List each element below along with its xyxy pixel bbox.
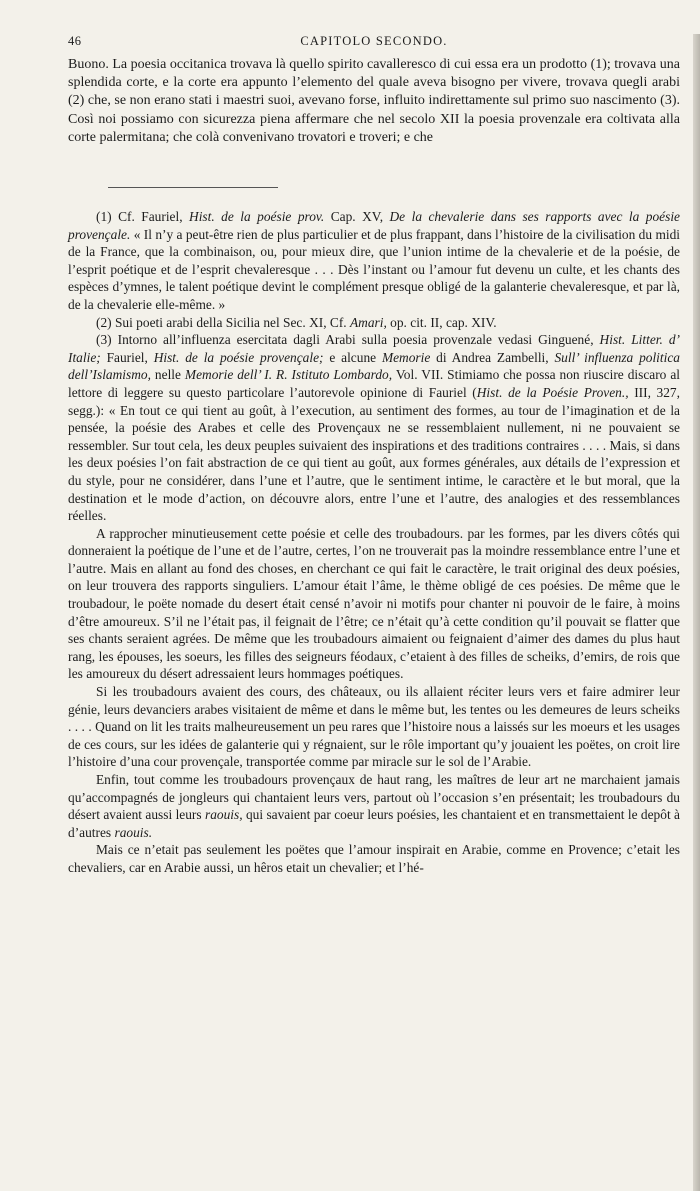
footnote-2: (2) Sui poeti arabi della Sicilia nel Sec. XI, Cf. Amari, op. cit. II, cap. XIV. [96, 314, 497, 330]
body-paragraph: Buono. La poesia occitanica trovava là quello spirito cavalleresco di cui essa era un prodotto (1); trovava una splendida corte, e la corte era appunto l’elemento del quale aveva bisogno per vivere, trovava quegli arabi (2) che, se non erano stati i maestri suoi, avevano forse, influito indirettamente sul primo suo nascimento (3). Così noi possiamo con sicurezza piena affermare che nel secolo XII la poesia provenzale era coltivata alla corte palermitana; che colà convenivano trovatori e troveri; e che [68, 57, 680, 145]
footnote-divider [108, 187, 278, 188]
quote-paragraph: A rapprocher minutieusement cette poésie et celle des troubadours. par les formes, par les divers côtés qui donneraient la poétique de l’une et de l’autre, certes, l’on ne trouverait pas la moindre ressemblance entre l’une et l’autre. Mais en allant au fond des choses, en cherchant ce qui fait le caractère, le trait original des deux poésies, on leur trouvera des rapports singuliers. L’amour était l’âme, le thème obligé de ces poésies. De même que le troubadour, le poëte nomade du desert était censé n’avoir ni motifs pour chanter ni pouvoir de le faire, à moins d’être amoureux. S’il ne l’était pas, il feignait de l’être; ce n’était qu’à cette condition qu’il pouvait se flatter que ses chants seraient agrées. De même que les troubadours aimaient ou feignaient d’aimer des dames du plus haut rang, les épouses, les soeurs, les filles des seigneurs féodaux, c’etaient à des filles de scheiks, d’emirs, de rois que les amoureux du désert adressaient leurs hommages poétiques. [68, 525, 680, 682]
quote-paragraph-raouis: Enfin, tout comme les troubadours provençaux de haut rang, les maîtres de leur art ne marchaient jamais qu’accompagnés de jongleurs qui chantaient leurs vers, partout où l’occasion s’en présentait; les troubadours du désert avaient aussi leurs raouis, qui savaient par coeur leurs poésies, les chantaient et en transmettaient le depôt à d’autres raouis. [68, 772, 681, 840]
footnotes [68, 208, 680, 877]
quote-paragraph: Si les troubadours avaient des cours, des châteaux, ou ils allaient réciter leurs vers et faire admirer leur génie, leurs devanciers arabes visitaient de même et dans le même but, les tentes ou les demeures de leurs scheiks . . . . Quand on lit les traits malheureusement un peu rares que l’histoire nous a laissés sur les moeurs et les usages de ces cours, sur les idées de galanterie qui y régnaient, sur le rôle important qu’y jouaient les poëtes, on croit lire l’histoire d’una cour provençale, transportée comme par miracle sur le sol de l’Arabie. [68, 684, 680, 770]
page-number: 46 [68, 34, 82, 48]
chapter-title: CAPITOLO SECONDO. [300, 34, 448, 48]
main-text [68, 56, 680, 147]
footnote-3: (3) Intorno all’influenza esercitata dagli Arabi sulla poesia provenzale vedasi Ginguené, Hist. Litter. d’ Italie; Fauriel, Hist. de la poésie provençale; e alcune Memorie di Andrea Zambelli, Sull’ influenza politica dell’Islamismo, nelle Memorie dell’ I. R. Istituto Lombardo, Vol. VII. Stimiamo che possa non riuscire discaro al lettore di leggere su questo particolare l’autorevole opinione di Fauriel (Hist. de la Poésie Proven., III, 327, segg.): « En tout ce qui tient au goût, à l’execution, au sentiment des formes, au tour de l’imagination et de la pensée, la poésie des Arabes et celle des Provençaux ne se ressemblaient nullement, ni ne pouvaient se ressembler. Sur tout cela, les deux peuples suivaient des inspirations et des traditions contraires . . . . Mais, si dans les deux poésies l’on fait abstraction de ce qui tient au goût, aux formes générales, aux détails de l’expression et du style, pour ne considérer, dans l’une et l’autre, que le sentiment intime, le caractère et le but moral, que la destination et le mode d’action, on découvre alors, entre l’une et l’autre, des analogies et des ressemblances réelles. [68, 332, 680, 524]
footnote-1: (1) Cf. Fauriel, Hist. de la poésie prov. Cap. XV, De la chevalerie dans ses rapports avec la poésie provençale. « Il n’y a peut-être rien de plus particulier et de plus frappant, dans l’histoire de la civilisation du midi de la France, que la combinaison, ou, pour mieux dire, que l’union intime de la chevalerie et de la poésie, de l’esprit poétique et de l’esprit chevaleresque . . . Dès l’instant ou l’amour fut devenu un culte, et les chants des espèces d’ymnes, le talent poétique devint le complément presque obligé de la galanterie chevaleresque, et par là, de la chevalerie elle-même. » [68, 209, 680, 312]
quote-paragraph-last: Mais ce n’etait pas seulement les poëtes que l’amour inspirait en Arabie, comme en Provence; c’etait les chevaliers, car en Arabie aussi, un hêros etait un chevalier; et l’hé- [68, 842, 680, 875]
running-head [68, 34, 680, 56]
page-edge-shadow [693, 34, 700, 1191]
book-page [0, 34, 700, 1191]
